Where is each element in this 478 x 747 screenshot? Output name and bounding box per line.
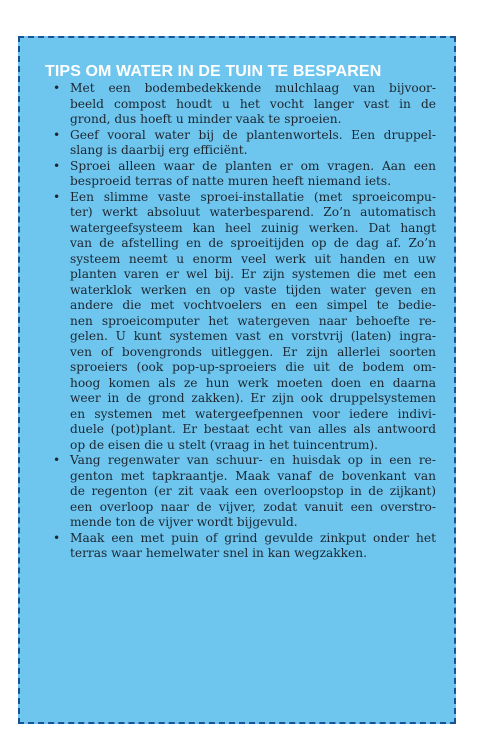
- tip-text-line: Sproei alleen waar de planten er om vragen. Aan een: [70, 158, 436, 173]
- tip-text-line: grond, dus hoeft u minder vaak te sproeien.: [70, 112, 342, 126]
- tip-text-line: slang is daarbij erg efficiënt.: [70, 143, 248, 157]
- tip-item: [44, 531, 436, 562]
- tip-text-line: weer in de grond zakken). Er zijn ook druppelsystemen: [70, 391, 436, 405]
- bullet-icon: •: [53, 158, 61, 173]
- tip-text-line: Vang regenwater van schuur- en huisdak op in een re-: [70, 453, 436, 467]
- tip-text-line: systeem neemt u enorm veel werk uit handen en uw: [70, 251, 436, 266]
- tip-text-line: Geef vooral water bij de plantenwortels. Een druppel-: [70, 127, 436, 142]
- tip-text-line: hoog komen als ze hun werk moeten doen en daarna: [70, 375, 436, 390]
- tip-item: [44, 453, 436, 531]
- bullet-icon: •: [53, 189, 61, 204]
- bullet-icon: •: [53, 81, 61, 95]
- tip-text-line: Met een bodembedekkende mulchlaag van bijvoor-: [70, 81, 436, 95]
- tips-list: [44, 81, 436, 562]
- bullet-icon: •: [53, 530, 61, 545]
- tip-text-line: besproeid terras of natte muren heeft niemand iets.: [70, 174, 392, 188]
- tip-text-line: de regenton (er zit vaak een overloopstop in de zijkant): [70, 484, 436, 498]
- tip-text-line: duele (pot)plant. Er bestaat echt van alles als antwoord: [70, 422, 436, 436]
- tips-box: [18, 36, 456, 724]
- tip-text-line: van de afstelling en de sproeitijden op de dag af. Zo’n: [70, 236, 436, 250]
- tip-item: [44, 159, 436, 190]
- tip-text-line: planten varen er wel bij. Er zijn systemen die met een: [70, 267, 436, 281]
- tip-text-line: beeld compost houdt u het vocht langer vast in de: [70, 96, 436, 111]
- bullet-icon: •: [53, 127, 61, 142]
- tip-text-line: waterklok werken en op vaste tijden water geven en: [70, 282, 436, 297]
- tip-text-line: genton met tapkraantje. Maak vanaf de bovenkant van: [70, 468, 436, 483]
- tip-text-line: op de eisen die u stelt (vraag in het tuincentrum).: [70, 437, 379, 452]
- tip-text-line: ter) werkt absoluut waterbesparend. Zo’n automatisch: [70, 205, 436, 219]
- tip-text-line: Een slimme vaste sproei-installatie (met sproeicompu-: [70, 189, 436, 204]
- tip-text-line: een overloop naar de vijver, zodat vanuit een overstro-: [70, 499, 436, 514]
- tip-item: [44, 81, 436, 128]
- tip-text-line: Maak een met puin of grind gevulde zinkput onder het: [70, 530, 436, 545]
- tip-text-line: andere die met vochtvoelers en een simpel te bedie-: [70, 298, 436, 312]
- tip-text-line: gelen. U kunt systemen vast en vorstvrij (laten) ingra-: [70, 329, 436, 343]
- tip-text-line: watergeefsysteem kan heel zuinig werken. Dat hangt: [70, 220, 436, 235]
- tip-text-line: nen sproeicomputer het watergeven naar behoefte re-: [70, 313, 436, 328]
- tip-text-line: en systemen met watergeefpennen voor iedere indivi-: [70, 406, 436, 421]
- tip-text-line: sproeiers (ook pop-up-sproeiers die uit de bodem om-: [70, 360, 436, 374]
- bullet-icon: •: [53, 453, 61, 467]
- tip-text-line: terras waar hemelwater snel in kan wegzakken.: [70, 546, 367, 560]
- tip-item: [44, 190, 436, 454]
- box-title: TIPS OM WATER IN DE TUIN TE BESPAREN: [45, 63, 382, 80]
- tip-text-line: ven of bovengronds uitleggen. Er zijn allerlei soorten: [70, 344, 436, 359]
- tip-item: [44, 128, 436, 159]
- tip-text-line: mende ton de vijver wordt bijgevuld.: [70, 515, 298, 529]
